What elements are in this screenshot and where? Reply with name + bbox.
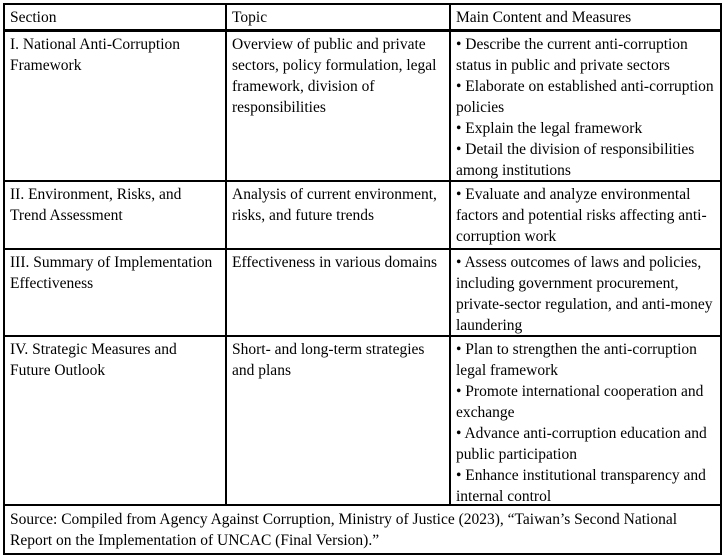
measure-item: • Enhance institutional transparency and internal control xyxy=(456,467,706,504)
report-structure-table xyxy=(3,3,722,555)
measures-cell xyxy=(451,250,720,335)
topic-cell: Effectiveness in various domains xyxy=(227,250,451,335)
measure-item: • Explain the legal framework xyxy=(456,120,643,137)
measure-item: • Assess outcomes of laws and policies, including government procurement, private-sector regulation, and anti-money laundering xyxy=(456,254,713,334)
measures-cell xyxy=(451,32,720,180)
section-cell: I. National Anti-Corruption Framework xyxy=(5,32,227,180)
table-row-strategic-measures xyxy=(5,337,720,506)
measure-item: • Evaluate and analyze environmental factors and potential risks affecting anti-corruption work xyxy=(456,186,707,245)
table-row-implementation-effectiveness xyxy=(5,250,720,337)
section-cell: III. Summary of Implementation Effectiveness xyxy=(5,250,227,335)
measure-item: • Describe the current anti-corruption status in public and private sectors xyxy=(456,36,688,74)
table-source-row xyxy=(5,506,720,553)
topic-cell: Short- and long-term strategies and plans xyxy=(227,337,451,504)
topic-cell: Overview of public and private sectors, policy formulation, legal framework, division of responsibilities xyxy=(227,32,451,180)
header-cell-main-content: Main Content and Measures xyxy=(456,9,632,26)
section-cell: IV. Strategic Measures and Future Outlook xyxy=(5,337,227,504)
measures-cell xyxy=(451,337,720,504)
measure-item: • Elaborate on established anti-corruption policies xyxy=(456,78,714,116)
measure-item: • Detail the division of responsibilities among institutions xyxy=(456,141,695,179)
measure-item: • Plan to strengthen the anti-corruption legal framework xyxy=(456,341,697,379)
measure-item: • Promote international cooperation and exchange xyxy=(456,383,704,421)
topic-cell: Analysis of current environment, risks, and future trends xyxy=(227,182,451,248)
table-row-environment-risks xyxy=(5,182,720,250)
header-cell-topic: Topic xyxy=(227,5,451,29)
measures-cell xyxy=(451,182,720,248)
source-note: Source: Compiled from Agency Against Corruption, Ministry of Justice (2023), “Taiwan’s Second National Report on the Implementation of UNCAC (Final Version).” xyxy=(10,511,678,549)
table-row-national-framework xyxy=(5,32,720,182)
section-cell: II. Environment, Risks, and Trend Assessment xyxy=(5,182,227,248)
table-header-row xyxy=(5,5,720,32)
header-cell-section: Section xyxy=(5,5,227,29)
measure-item: • Advance anti-corruption education and public participation xyxy=(456,425,707,463)
